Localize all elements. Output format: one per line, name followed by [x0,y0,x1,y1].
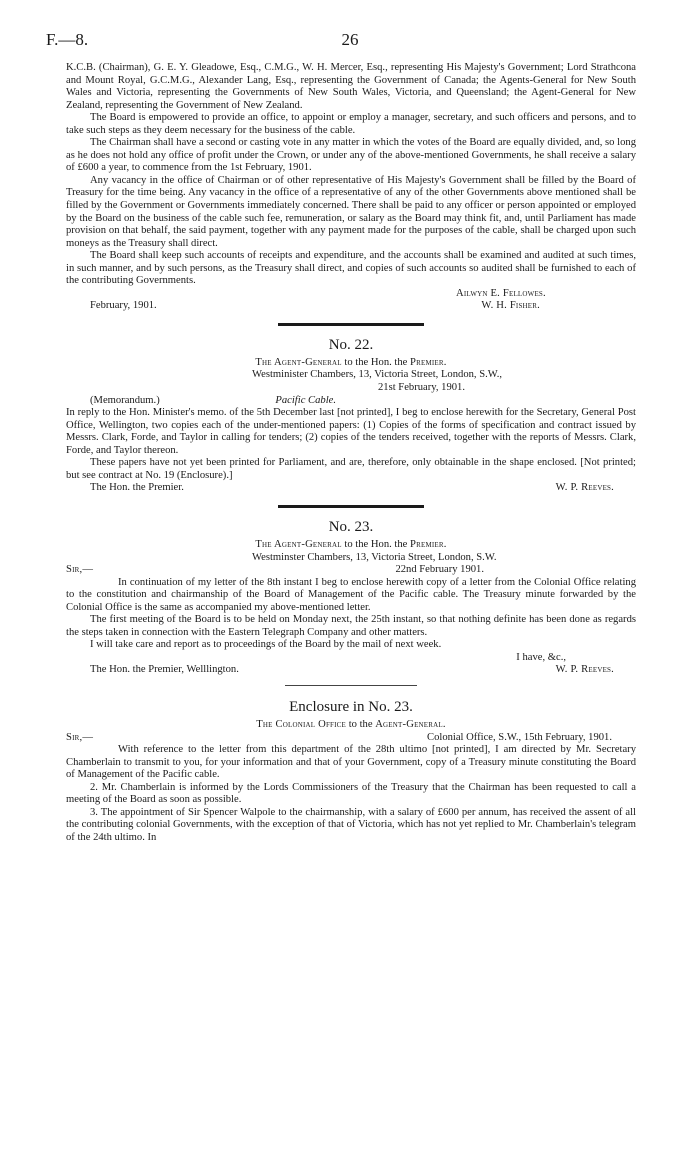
correspondents-line: The Colonial Office to the Agent-General. [256,718,446,730]
paragraph: The first meeting of the Board is to be held on Monday next, the 25th instant, so that nothing definite has been done as regards the steps taken in connection with the Eastern Telegraph Company and other matters. [66,614,636,638]
section-divider [285,685,417,686]
letter-date: Colonial Office, S.W., 15th February, 1901. [427,731,612,743]
paragraph: The Board is empowered to provide an office, to appoint or employ a manager, secretary, and such officers and persons, and to take such steps as they deem necessary for the business of the cable. [66,112,636,136]
salutation: Sir,— [66,564,94,576]
paragraph: 2. Mr. Chamberlain is informed by the Lords Commissioners of the Treasury that the Chairman has been requested to call a meeting of the Board as soon as possible. [66,781,636,806]
paragraph: 3. The appointment of Sir Spencer Walpole to the chairmanship, with a salary of £600 per annum, has received the assent of all the contributing colonial Governments, with the exception of that of Victoria, which has not yet replied to Mr. Chamberlain's telegram of the 24th ultimo. In [66,806,636,843]
letter-date: 21st February, 1901. [378,382,465,394]
salutation: Sir,— [66,731,94,743]
salutation-date-row [66,732,636,745]
addressee-signature-row [66,664,636,677]
correspondents-line: The Agent-General to the Hon. the Premier. [255,538,447,550]
addressee: The Hon. the Premier, Welllington. [90,664,239,676]
addressee: The Hon. the Premier. [90,482,184,494]
page-number: 26 [341,30,359,49]
paragraph: In continuation of my letter of the 8th instant I beg to enclose herewith copy of a letter from the Colonial Office relating to the constitution and chairmanship of the Board of Management of the Pacific cable. The Treasury minute forwarded by the Colonial Office is the same as accompanied my above-mentioned letter. [66,576,636,613]
memo-label: (Memorandum.) [90,394,160,406]
memo-subject-row [66,395,636,408]
date-signature-row [66,300,636,313]
paragraph: I will take care and report as to proceedings of the Board by the mail of next week. [90,639,442,651]
closing: I have, &c., [516,651,566,663]
memo-subject: Pacific Cable. [275,394,336,406]
paragraph: K.C.B. (Chairman), G. E. Y. Gleadowe, Esq., C.M.G., W. H. Mercer, Esq., representing His Majesty's Government; Lord Strathcona and Mount Royal, G.C.M.G., Alexander Lang, Esq., representing the Government of Canada; the Agents-General for New South Wales and Victoria, representing the Governments of New South Wales, Victoria, and Queensland; the Agent-General for New Zealand, representing the Government of New Zealand. [66,62,636,111]
section-divider [278,505,424,508]
correspondents-line: The Agent-General to the Hon. the Premier. [255,356,447,368]
signature-fisher: W. H. Fisher. [481,300,540,312]
signature-reeves: W. P. Reeves. [555,482,614,494]
paragraph: These papers have not yet been printed for Parliament, and are, therefore, only obtainable in the shape enclosed. [Not printed; but see contract at No. 19 (Enclosure).] [66,457,636,481]
document-number-23: No. 23. [328,518,374,535]
paragraph: With reference to the letter from this department of the 28th ultimo [not printed], I am directed by Mr. Secretary Chamberlain to transmit to you, for your information and that of your Government, copy of a Treasury minute constituting the Board of Management of the Pacific cable. [66,744,636,781]
enclosure-title: Enclosure in No. 23. [289,698,413,715]
section-divider [278,323,424,326]
paragraph: The Board shall keep such accounts of receipts and expenditure, and the accounts shall be examined and audited at such times, in such manner, and by such persons, as the Treasury shall direct, and copies of such accounts so audited shall be furnished to each of the contributing Governments. [66,250,636,287]
paragraph: In reply to the Hon. Minister's memo. of the 5th December last [not printed], I beg to enclose herewith for the Secretary, General Post Office, Wellington, two copies each of the under-mentioned papers: (1) Copies of the forms of specification and contract issued by Messrs. Clark, Forde, and Taylor in calling for tenders; (2) copies of the tenders received, together with the reports of Messrs. Clark, Forde, and Taylor thereon. [66,407,636,456]
sender-address: Westminster Chambers, 13, Victoria Street, London, S.W. [252,551,497,563]
signature-fellowes: Ailwyn E. Fellowes. [456,287,546,299]
signature-reeves: W. P. Reeves. [555,664,614,676]
addressee-signature-row [66,482,636,495]
page-header-reference: F.—8. [46,30,89,49]
sender-address: Westminister Chambers, 13, Victoria Street, London, S.W., [252,369,503,381]
paragraph: Any vacancy in the office of Chairman or of other representative of His Majesty's Government shall be filled by the Board of Treasury for the time being. Any vacancy in the office of a representative of any of the other Governments above mentioned shall be filled by the Government or Governments immediately concerned. There shall be paid to any officer or person appointed or employed by the Board on the business of the cable such fee, remuneration, or salary as the Board may think fit, and, until Parliament has made provision on that behalf, the said payment, together with any payment made for the purposes of the cable, shall be charged upon such moneys as the Treasury shall direct. [66,174,636,249]
letter-date: 22nd February 1901. [395,564,484,576]
section-date: February, 1901. [90,300,157,312]
page-body [66,62,636,844]
document-number-22: No. 22. [328,336,374,353]
paragraph: The Chairman shall have a second or casting vote in any matter in which the votes of the Board are equally divided, and, so long as he does not hold any office of profit under the Crown, or under any of the above-mentioned Governments, he shall receive a salary of £600 a year, to commence from the 1st February, 1901. [66,137,636,174]
salutation-date-row [66,564,636,577]
